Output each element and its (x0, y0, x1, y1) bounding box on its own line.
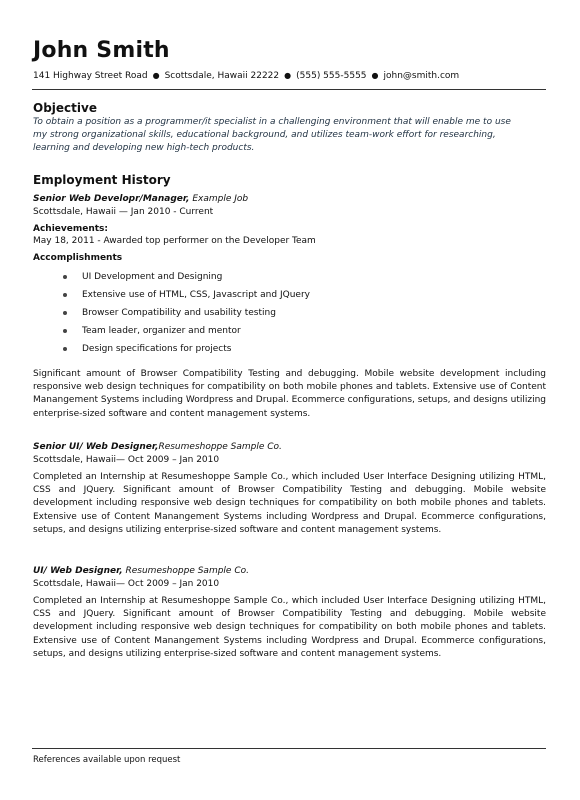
job-title: Senior Web Developr/Manager, (33, 194, 190, 204)
job-heading (33, 441, 282, 453)
accomplishments-label: Accomplishments (33, 253, 123, 263)
list-item: Browser Compatibility and usability testing (60, 304, 310, 322)
job-description: Completed an Internship at Resumeshoppe Sample Co., which included User Interface Designing utilizing HTML, CSS and JQuery. Significant amount of Browser Compatibility Testing and debugging. Mobile website development including responsive web design techniques for compatibility on both mobile phones and tablets. Extensive use of Content Manangement Systems including Wordpress and Drupal. Ecommerce configurations, setups, and designs utilizing enterprise-sized software and content management systems. (33, 472, 546, 535)
job-heading (33, 193, 248, 205)
city: Scottsdale, Hawaii 22222 (164, 71, 280, 81)
separator-bullet: ● (284, 71, 292, 80)
list-item: Team leader, organizer and mentor (60, 322, 310, 340)
company-name: Resumeshoppe Sample Co. (158, 442, 282, 452)
job-description: Completed an Internship at Resumeshoppe Sample Co., which included User Interface Designing utilizing HTML, CSS and JQuery. Significant amount of Browser Compatibility Testing and debugging. Mobile website development including responsive web design techniques for compatibility on both mobile phones and tablets. Extensive use of Content Manangement Systems including Wordpress and Drupal. Ecommerce configurations, setups, and designs utilizing enterprise-sized software and content management systems. (33, 596, 546, 659)
objective-line: To obtain a position as a programmer/it specialist in a challenging environment that will enable me to use (33, 117, 511, 127)
list-item: UI Development and Designing (60, 268, 310, 286)
list-item: Extensive use of HTML, CSS, Javascript and JQuery (60, 286, 310, 304)
phone: (555) 555-5555 (296, 71, 367, 81)
job-title: Senior UI/ Web Designer, (33, 442, 159, 452)
achievement-item: May 18, 2011 - Awarded top performer on the Developer Team (33, 236, 316, 246)
job-description: Significant amount of Browser Compatibility Testing and debugging. Mobile website development including responsive web design techniques for compatibility on both mobile phones and tablets. Extensive use of Content Manangement Systems including Wordpress and Drupal. Ecommerce configurations, setups, and designs utilizing enterprise-sized software and content management systems. (33, 369, 546, 419)
employment-heading: Employment History (33, 173, 171, 187)
contact-line (33, 70, 459, 82)
objective-heading: Objective (33, 101, 97, 115)
candidate-name: John Smith (33, 38, 170, 63)
job-location-dates: Scottsdale, Hawaii — Jan 2010 - Current (33, 207, 214, 217)
company-name: Example Job (192, 194, 249, 204)
email: john@smith.com (383, 71, 460, 81)
list-item: Design specifications for projects (60, 340, 310, 358)
company-name: Resumeshoppe Sample Co. (125, 566, 249, 576)
references-note: References available upon request (33, 755, 181, 765)
objective-line: my strong organizational skills, educational background, and utilizes team-work effort for researching, (33, 130, 496, 140)
job-location-dates: Scottsdale, Hawaii— Oct 2009 – Jan 2010 (33, 455, 220, 465)
objective-line: learning and developing new high-tech products. (33, 143, 255, 153)
header-divider (32, 89, 546, 90)
job-heading (33, 565, 249, 577)
address: 141 Highway Street Road (33, 71, 148, 81)
achievements-label: Achievements: (33, 224, 109, 234)
job-title: UI/ Web Designer, (33, 566, 123, 576)
job-location-dates: Scottsdale, Hawaii— Oct 2009 – Jan 2010 (33, 579, 220, 589)
separator-bullet: ● (152, 71, 160, 80)
separator-bullet: ● (371, 71, 379, 80)
footer-divider (32, 748, 546, 749)
accomplishments-list (60, 268, 310, 358)
objective-text (33, 116, 545, 155)
